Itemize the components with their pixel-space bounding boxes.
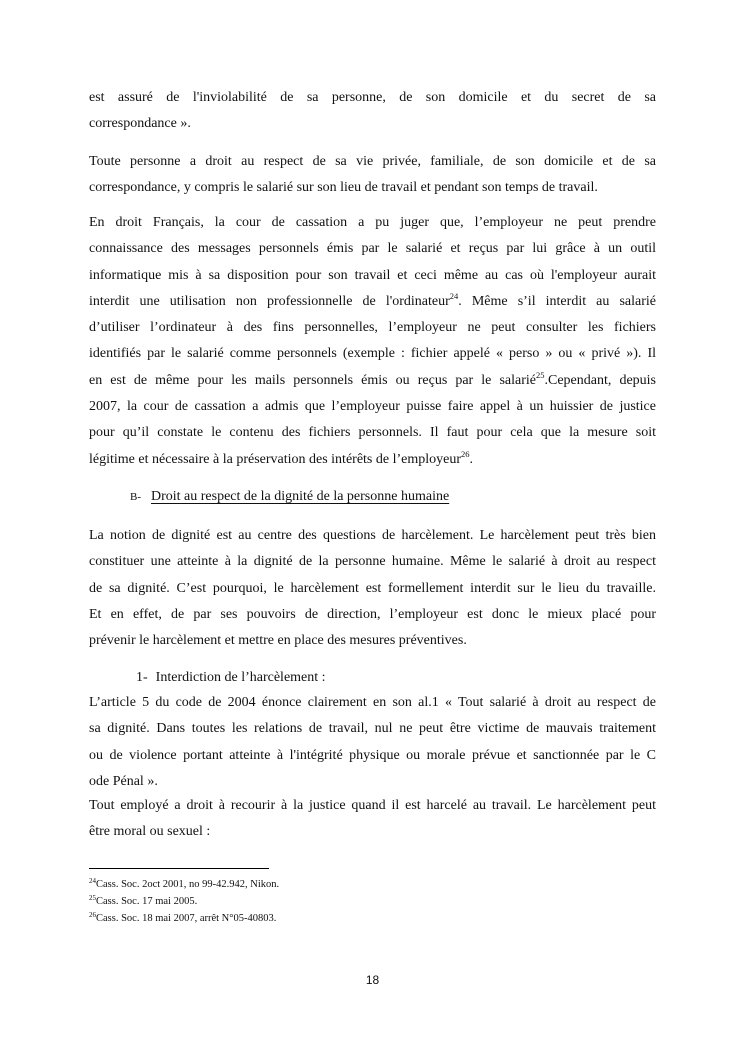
heading-marker: B-	[130, 491, 141, 503]
text-line	[89, 447, 656, 473]
footnote-number: 26	[89, 911, 96, 919]
subsection-heading-1	[136, 667, 326, 689]
text-line	[89, 289, 656, 315]
paragraph-article-5	[89, 690, 656, 795]
page-number: 18	[365, 973, 380, 987]
text-line	[89, 368, 656, 394]
text-line: correspondance ».	[89, 116, 191, 132]
text-segment: .	[469, 451, 474, 467]
text-line: être moral ou sexuel :	[89, 824, 211, 840]
section-heading-b	[130, 486, 449, 508]
text-line: Tout employé a droit à recourir à la justice quand il est harcelé au travail. Le harcèlement peut	[89, 798, 656, 813]
footnote-ref-24: 24	[449, 290, 459, 301]
heading-title: Interdiction de l’harcèlement :	[155, 670, 326, 685]
footnote-24	[89, 877, 279, 892]
text-line: constituer une atteinte à la dignité de la personne humaine. Même le salarié à droit au respect	[89, 554, 656, 570]
footnote-26	[89, 911, 276, 926]
text-line: 2007, la cour de cassation a admis que l’employeur puisse faire appel à un huissier de justice	[89, 399, 656, 415]
text-line: informatique mis à sa disposition pour son travail et ceci même au cas où l'employeur aurait	[89, 267, 656, 283]
footnote-text: Cass. Soc. 17 mai 2005.	[96, 896, 198, 907]
footnote-text: Cass. Soc. 2oct 2001, no 99-42.942, Nikon.	[96, 879, 280, 890]
text-line: de sa dignité. C’est pourquoi, le harcèlement est formellement interdit sur le lieu du travaille.	[89, 580, 656, 596]
text-line: sa dignité. Dans toutes les relations de travail, nul ne peut être victime de mauvais traitement	[89, 721, 656, 737]
text-line: correspondance, y compris le salarié sur son lieu de travail et pendant son temps de travail.	[89, 180, 598, 196]
text-segment: . Même s’il interdit au salarié	[458, 293, 656, 309]
document-page	[89, 0, 656, 1053]
text-line: ou de violence portant atteinte à l'intégrité physique ou morale prévue et sanctionnée par le C	[89, 747, 656, 763]
paragraph-continuation	[89, 85, 656, 138]
footnote-text: Cass. Soc. 18 mai 2007, arrêt N°05-40803.	[96, 913, 277, 924]
text-segment: interdit une utilisation non professionnelle de l'ordinateur	[89, 293, 450, 309]
heading-title: Droit au respect de la dignité de la personne humaine	[151, 489, 450, 504]
footnote-25	[89, 894, 197, 909]
footnote-separator	[89, 868, 269, 869]
text-segment: légitime et nécessaire à la préservation des intérêts de l’employeur	[89, 451, 462, 467]
text-line: Toute personne a droit au respect de sa vie privée, familiale, de son domicile et de sa	[89, 154, 656, 169]
paragraph-recourse	[89, 793, 656, 846]
paragraph-french-law	[89, 210, 656, 473]
text-line: prévenir le harcèlement et mettre en place des mesures préventives.	[89, 633, 467, 649]
text-line: pour qu’il constate le contenu des fichiers personnels. Il faut pour cela que la mesure soit	[89, 425, 656, 441]
text-line: ode Pénal ».	[89, 773, 158, 789]
footnote-number: 24	[89, 877, 96, 885]
text-segment: .Cependant, depuis	[544, 372, 656, 388]
footnote-ref-26: 26	[461, 448, 470, 459]
text-line: Et en effet, de par ses pouvoirs de direction, l’employeur est donc le mieux placé pour	[89, 606, 656, 622]
paragraph-privacy	[89, 149, 656, 202]
text-line: La notion de dignité est au centre des questions de harcèlement. Le harcèlement peut très bien	[89, 528, 656, 543]
footnote-ref-25: 25	[536, 369, 545, 380]
text-line: est assuré de l'inviolabilité de sa personne, de son domicile et du secret de sa	[89, 90, 656, 105]
heading-marker: 1-	[136, 670, 148, 685]
text-line: d’utiliser l’ordinateur à des fins personnelles, l’employeur ne peut consulter les fichiers	[89, 320, 656, 336]
text-line: connaissance des messages personnels émis par le salarié et reçus par lui grâce à un outil	[89, 241, 656, 257]
text-line: L’article 5 du code de 2004 énonce clairement en son al.1 « Tout salarié à droit au respect de	[89, 695, 656, 710]
text-segment: en est de même pour les mails personnels émis ou reçus par le salarié	[89, 372, 536, 388]
text-line: identifiés par le salarié comme personnels (exemple : fichier appelé « perso » ou « privé »). Il	[89, 346, 656, 362]
text-line: En droit Français, la cour de cassation a pu juger que, l’employeur ne peut prendre	[89, 215, 656, 230]
paragraph-dignity	[89, 523, 656, 654]
footnote-number: 25	[89, 894, 96, 902]
